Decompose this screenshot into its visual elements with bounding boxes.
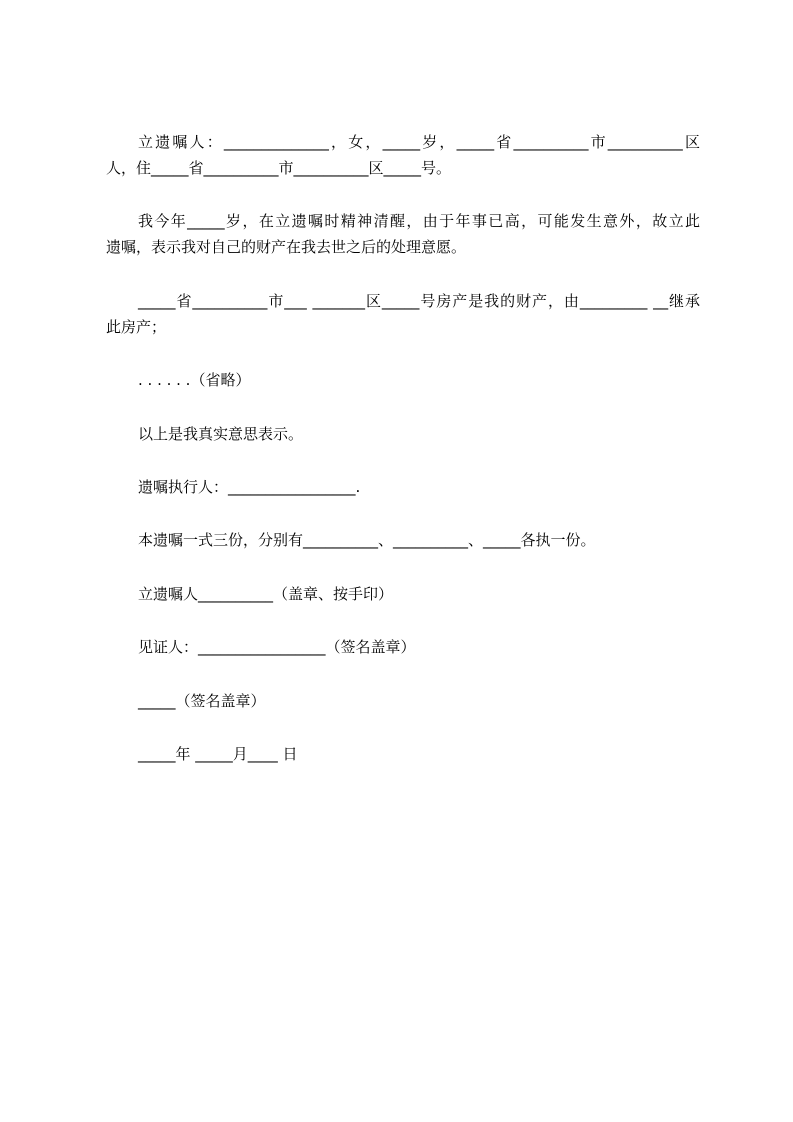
declaration-line-1: 我今年_____岁，在立遗嘱时精神清醒，由于年事已高，可能发生意外，故立此 bbox=[138, 212, 700, 231]
true-intent-paragraph bbox=[106, 421, 700, 447]
property-line-1: _____省__________市___ _______区_____号房产是我的财产，由_________ __继承 bbox=[138, 291, 700, 310]
declaration-paragraph bbox=[106, 208, 700, 260]
executor-paragraph bbox=[106, 474, 700, 500]
copies-paragraph bbox=[106, 527, 700, 553]
date-text: _____年 _____月____ 日 bbox=[138, 744, 298, 763]
testator-info-paragraph bbox=[106, 129, 700, 181]
testator-info-line-2: 人，住_____省__________市__________区_____号。 bbox=[106, 159, 452, 177]
will-body bbox=[106, 129, 700, 794]
testator-info-line-1: 立遗嘱人：______________，女，_____岁，_____省__________市__________区 bbox=[138, 133, 700, 151]
executor-text: 遗嘱执行人：_________________. bbox=[138, 477, 361, 496]
omitted-text: . . . . . .（省略） bbox=[138, 371, 251, 390]
witness-text: 见证人：_________________（签名盖章） bbox=[138, 638, 416, 657]
testator-signature-paragraph bbox=[106, 581, 700, 607]
declaration-line-2: 遗嘱，表示我对自己的财产在我去世之后的处理意愿。 bbox=[106, 238, 467, 257]
omitted-paragraph bbox=[106, 367, 700, 393]
property-line-2: 此房产； bbox=[106, 317, 167, 336]
witness-second-text: _____（签名盖章） bbox=[138, 691, 266, 710]
date-paragraph bbox=[106, 741, 700, 767]
witness-second-paragraph bbox=[106, 688, 700, 714]
testator-signature-text: 立遗嘱人__________（盖章、按手印） bbox=[138, 584, 394, 603]
true-intent-text: 以上是我真实意思表示。 bbox=[138, 424, 304, 443]
witness-paragraph bbox=[106, 634, 700, 660]
copies-text: 本遗嘱一式三份，分别有__________、__________、_____各执一份。 bbox=[138, 531, 596, 550]
property-paragraph bbox=[106, 288, 700, 340]
